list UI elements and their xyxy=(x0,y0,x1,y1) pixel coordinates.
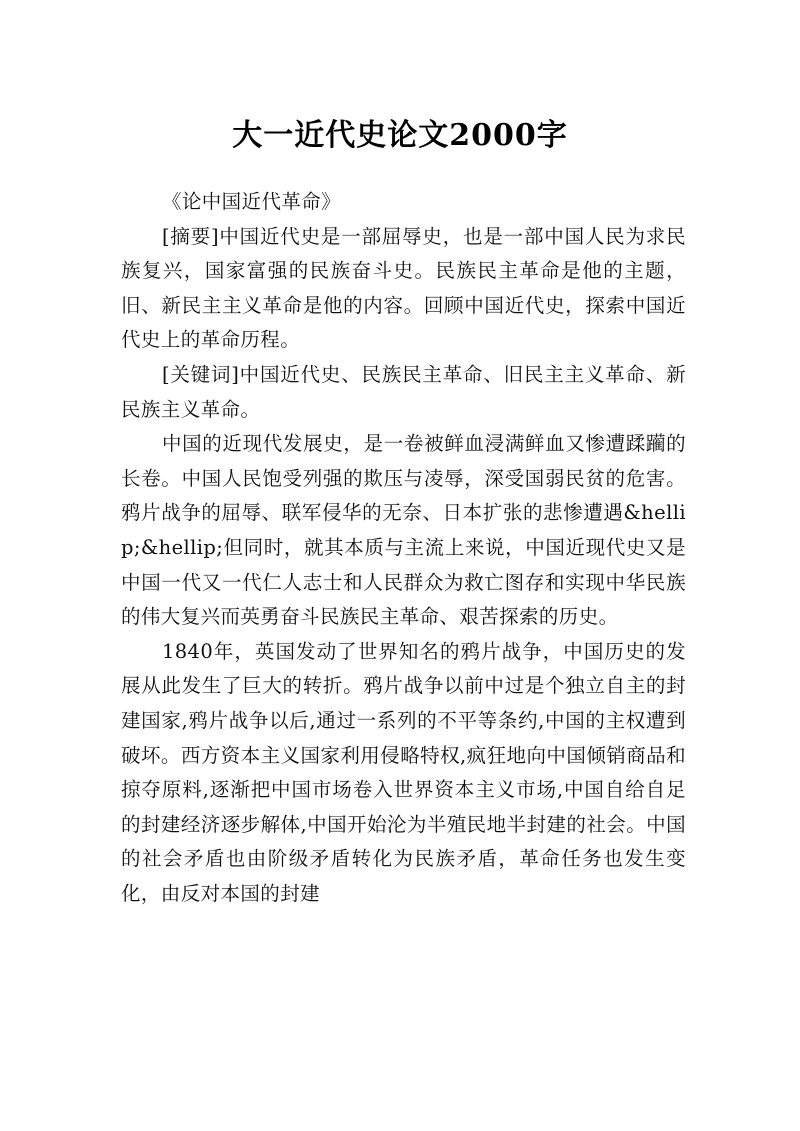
body-paragraph: 中国的近现代发展史，是一卷被鲜血浸满鲜血又惨遭蹂躏的长卷。中国人民饱受列强的欺压与凌辱，深受国弱民贫的危害。鸦片战争的屈辱、联军侵华的无奈、日本扩张的悲惨遭遇&hellip;&hellip;但同时，就其本质与主流上来说，中国近现代史又是中国一代又一代仁人志士和人民群众为救亡图存和实现中华民族的伟大复兴而英勇奋斗民族民主革命、艰苦探索的历史。 xyxy=(121,432,686,629)
body-paragraph: 1840年，英国发动了世界知名的鸦片战争，中国历史的发展从此发生了巨大的转折。鸦片战争以前中过是个独立自主的封建国家,鸦片战争以后,通过一系列的不平等条约,中国的主权遭到破坏。西方资本主义国家利用侵略特权,疯狂地向中国倾销商品和掠夺原料,逐渐把中国市场卷入世界资本主义市场,中国自给自足的封建经济逐步解体,中国开始沦为半殖民地半封建的社会。中国的社会矛盾也由阶级矛盾转化为民族矛盾，革命任务也发生变化，由反对本国的封建 xyxy=(121,639,686,905)
keywords-paragraph: [关键词]中国近代史、民族民主革命、旧民主主义革命、新民族主义革命。 xyxy=(121,362,686,421)
abstract-paragraph: [摘要]中国近代史是一部屈辱史，也是一部中国人民为求民族复兴，国家富强的民族奋斗史。民族民主革命是他的主题，旧、新民主主义革命是他的内容。回顾中国近代史，探索中国近代史上的革命历程。 xyxy=(121,224,686,352)
essay-title-line: 《论中国近代革命》 xyxy=(161,190,342,213)
document-title: 大一近代史论文2000字 xyxy=(232,118,568,154)
document-body xyxy=(121,185,686,911)
